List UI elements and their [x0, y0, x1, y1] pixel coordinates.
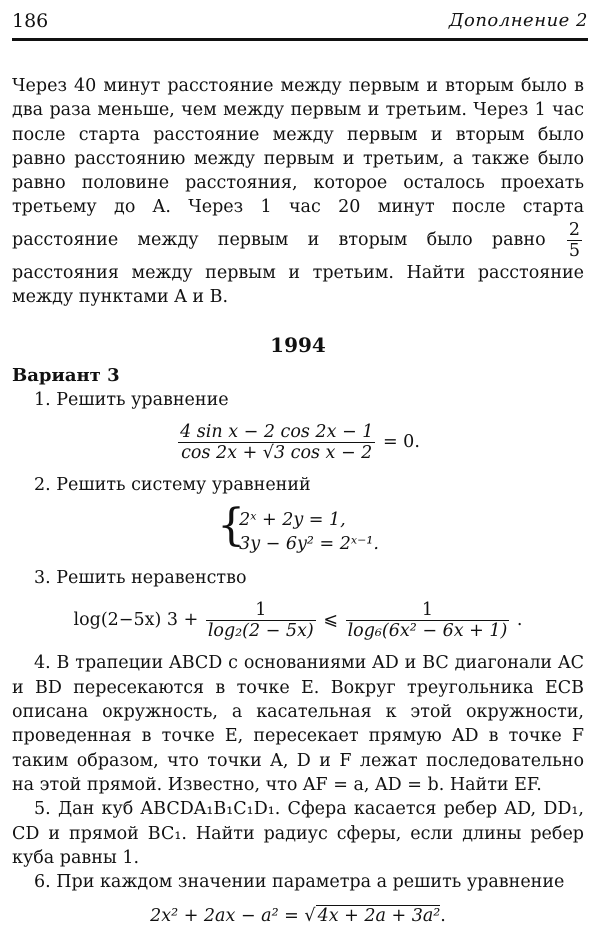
variant-heading: Вариант 3 [12, 364, 120, 386]
page-header [12, 6, 588, 34]
task-2-eq2: 3y − 6y² = 2ˣ⁻¹. [239, 533, 379, 554]
task-3-f2-den: log₆(6x² − 6x + 1) [347, 621, 508, 642]
task-1-text: 1. Решить уравнение [34, 389, 229, 410]
fraction-denominator: 5 [568, 240, 580, 261]
task-1-numerator: 4 sin x − 2 cos 2x − 1 [180, 422, 374, 443]
task-2 [12, 473, 584, 556]
chapter-title: Дополнение 2 [448, 10, 588, 31]
page-number: 186 [12, 10, 49, 32]
task-3-fraction-1 [206, 600, 316, 641]
task-1-equation [12, 422, 584, 463]
task-4-text: 4. В трапеции ABCD с основаниями AD и BC диагонали AC и BD пересекаются в точке E. Вокруг треугольника ECB описана окружность, а касательная к этой окружности, проведенная в точке E, пересекает прямую AD в точке F таким образом, что точки A, D и F лежат последовательно на этой прямой. Известно, что AF = a, AD = b. Найти EF. [12, 653, 584, 795]
task-6-end: . [440, 906, 446, 927]
task-3-text: 3. Решить неравенство [34, 568, 247, 589]
task-3 [12, 566, 584, 641]
task-3-end: . [516, 610, 523, 631]
task-5-text: 5. Дан куб ABCDA₁B₁C₁D₁. Сфера касается ребер AD, DD₁, CD и прямой BC₁. Найти радиус сферы, если длины ребер куба равны 1. [12, 799, 584, 868]
task-1-fraction [178, 422, 375, 463]
task-3-relation: ⩽ [323, 610, 338, 631]
task-1-rhs: = 0. [382, 432, 420, 453]
task-3-inequality [12, 600, 584, 641]
task-2-system [12, 499, 584, 557]
task-1-denominator: cos 2x + √3 cos x − 2 [181, 443, 373, 464]
header-rule [12, 38, 588, 41]
year-heading: 1994 [270, 333, 326, 358]
task-6-text: 6. При каждом значении параметра a решить уравнение [34, 872, 565, 893]
task-6-sqrt-body: 4x + 2a + 3a² [317, 906, 441, 927]
intro-text-part2: расстояния между первым и третьим. Найти расстояние между пунктами A и B. [12, 262, 584, 308]
intro-text-part1: Через 40 минут расстояние между первым и вторым было в два раза меньше, чем между первым и третьим. Через 1 час после старта расстояние между первым и вторым было равно расстоянию между первым и третьим, а также было равно половине расстояния, которое осталось проехать третьему до A. Через 1 час 20 минут после старта расстояние между первым и вторым было равно [12, 76, 584, 250]
task-2-eq1: 2ˣ + 2y = 1, [239, 509, 346, 530]
task-6-lhs: 2x² + 2ax − a² = [150, 906, 299, 927]
task-3-f1-num: 1 [206, 600, 316, 621]
task-3-f2-num: 1 [346, 600, 510, 621]
fraction-two-fifths [567, 220, 582, 261]
task-2-text: 2. Решить систему уравнений [34, 475, 311, 496]
system-brace: { [217, 499, 246, 551]
task-6-equation [12, 904, 584, 928]
task-3-fraction-2 [346, 600, 510, 641]
task-3-f1-den: log₂(2 − 5x) [207, 621, 314, 642]
task-3-lhs: log(2−5x) 3 + [73, 610, 199, 631]
sqrt-sign: √ [304, 906, 316, 927]
task-1 [12, 388, 584, 463]
intro-paragraph [12, 74, 584, 309]
task-6 [12, 870, 584, 929]
page-body [12, 74, 584, 939]
fraction-numerator: 2 [568, 219, 580, 240]
